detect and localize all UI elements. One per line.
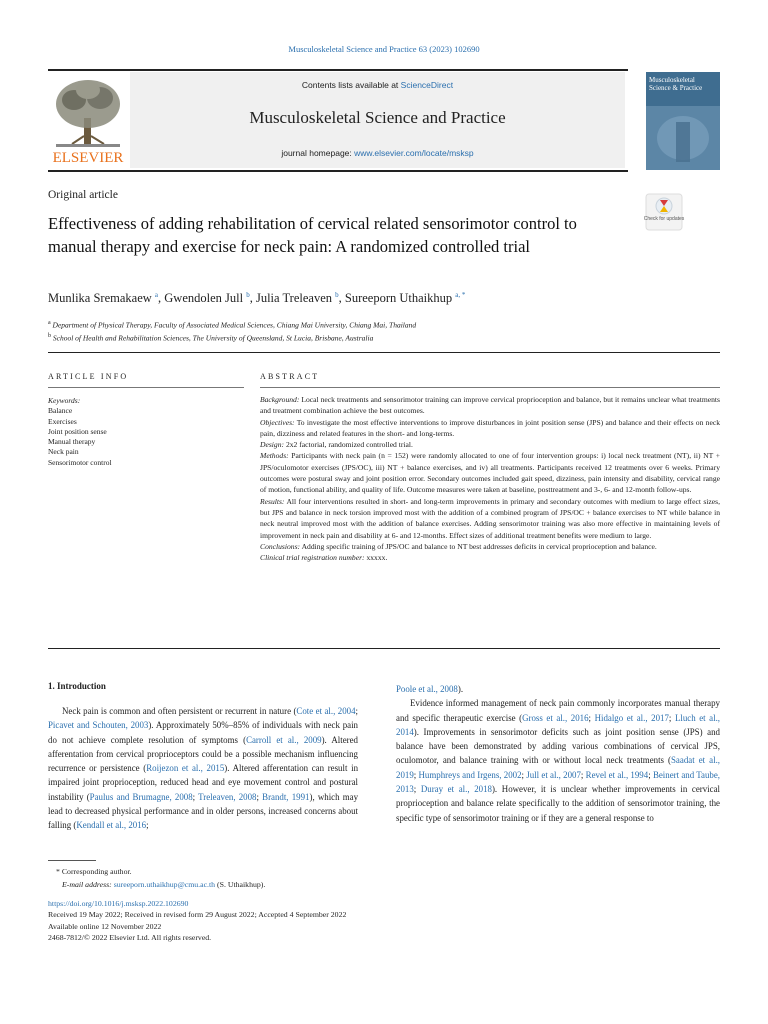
paper-title: Effectiveness of adding rehabilitation of cervical related sensorimotor control to manual therapy and exercise for neck pain: A randomized controlled trial <box>48 214 577 256</box>
affiliation-text: School of Health and Rehabilitation Sciences, The University of Queensland, St Lucia, Brisbane, Australia <box>52 333 374 342</box>
body-text: ). However, it is unclear whether improvements in cervical proprioception and balance relate specifically to the addition of sensorimotor training, the specific type of sensorimotor training or if they are a general response to <box>396 784 720 823</box>
abstract-section <box>260 417 720 440</box>
corresponding-author-note: * Corresponding author. <box>56 867 132 876</box>
crossmark-label: Check for updates <box>643 216 685 222</box>
body-text: ), which may lead to decreased physical performance and in older persons, increased concerns about falling ( <box>48 791 359 831</box>
publication-info <box>48 898 346 943</box>
cover-title: Musculoskeletal Science & Practice <box>649 76 703 92</box>
article-info-heading: ARTICLE INFO <box>48 372 129 381</box>
article-info-rule <box>48 387 244 388</box>
body-text: ; <box>192 791 199 802</box>
keywords-block <box>48 396 112 468</box>
abstract-section-label: Background: <box>260 395 300 404</box>
abstract-section <box>260 394 720 417</box>
journal-title: Musculoskeletal Science and Practice <box>249 108 506 127</box>
citation-link[interactable]: Carroll et al., 2009 <box>246 734 322 745</box>
email-suffix: (S. Uthaikhup). <box>215 880 266 889</box>
copyright-line: 2468-7812/© 2022 Elsevier Ltd. All rights reserved. <box>48 932 212 942</box>
citation-link[interactable]: Jull et al., 2007 <box>526 769 581 780</box>
keywords-label: Keywords: <box>48 396 81 405</box>
elsevier-wordmark: ELSEVIER <box>52 150 124 166</box>
abstract-section-label: Methods: <box>260 451 289 461</box>
email-label: E-mail address: <box>62 880 112 889</box>
abstract-section-text: Participants with neck pain (n = 152) were randomly allocated to one of four intervention groups: i) local neck treatment (NT), ii) NT + JPS/oculomotor exercises (JPS/OC), iii) NT + balance exercises, and iv) all treatments. Participants received 12 treatments over 6 weeks. Primary outcomes were postural sway and joint position error. Secondary outcomes included gait speed, dizziness, pain intensity and disability, cervical range of motion, functional ability, and quality of life. Outcome measures were taken at baseline, posttreatment and 3-, 6- and 12-month follow-ups. <box>260 451 720 495</box>
body-text: ; <box>648 769 653 780</box>
citation-link[interactable]: Revel et al., 1994 <box>585 769 649 780</box>
body-text: ). Altered afferentation from cervical proprioceptors could be a possible mechanism influencing recurrence or persistence ( <box>48 734 358 774</box>
crossmark-icon <box>643 194 685 230</box>
citation-link[interactable]: Brandt, 1991 <box>262 791 310 802</box>
affiliation-key: b <box>48 332 51 339</box>
abstract-section <box>260 450 720 495</box>
citation-link[interactable]: Duray et al., 2018 <box>420 784 492 795</box>
journal-homepage-link[interactable]: www.elsevier.com/locate/msksp <box>354 148 474 158</box>
journal-cover-image <box>646 72 720 170</box>
body-text: Evidence informed management of neck pain commonly incorporates manual therapy and specific therapeutic exercise ( <box>396 698 720 723</box>
author-list: Munlika Sremakaew $^a$, Gwendolen Jull $^b$, Julia Treleaven $^b$, Sureeporn Uthaikhup $^{a, *}$ <box>48 291 466 306</box>
citation-link[interactable]: Poole et al., 2008 <box>396 684 458 694</box>
intro-paragraph-1 <box>48 704 358 833</box>
intro-paragraph-1-continued <box>396 682 720 696</box>
article-type: Original article <box>48 189 118 201</box>
citation-link[interactable]: Gross et al., 2016 <box>522 712 589 723</box>
body-text: Neck pain is common and often persistent or recurrent in nature ( <box>62 706 297 716</box>
introduction-heading: 1. Introduction <box>48 681 106 691</box>
abstract-section <box>260 439 720 450</box>
abstract-bottom-rule <box>48 648 720 649</box>
author-name[interactable]: Munlika Sremakaew <box>48 291 152 306</box>
body-text: ; <box>256 791 263 802</box>
abstract-rule <box>260 387 720 388</box>
abstract-section-label: Design: <box>260 440 285 450</box>
contents-line <box>130 80 625 90</box>
abstract-section-label: Conclusions: <box>260 541 301 551</box>
keyword-list <box>48 406 112 468</box>
abstract-section-label: Objectives: <box>260 417 295 427</box>
abstract-section-text: Adding specific training of JPS/OC and balance to NT best addresses deficits in cervical proprioception and balance. <box>300 541 657 551</box>
citation-link[interactable]: Roijezon et al., 2015 <box>146 763 225 774</box>
abstract-section <box>260 552 720 563</box>
body-text: ). Improvements in sensorimotor deficits such as joint position sense (JPS) and balance have been demonstrated by adding various combinations of cervical JPS, oculomotor, and balance training with or without local neck treatments ( <box>396 726 720 766</box>
author-name[interactable]: Julia Treleaven <box>255 291 333 306</box>
contents-prefix: Contents lists available at <box>301 80 401 90</box>
body-text: ). <box>457 684 464 694</box>
author-affiliation-marker[interactable]: a, * <box>455 291 466 299</box>
abstract-section-text: xxxxx. <box>364 553 388 563</box>
keyword-item: Manual therapy <box>48 437 96 447</box>
citation-link[interactable]: Picavet and Schouten, 2003 <box>48 720 149 731</box>
keyword-item: Exercises <box>48 416 77 426</box>
citation-link[interactable]: Kendall et al., 2016 <box>76 820 147 831</box>
citation-link[interactable]: Paulus and Brumagne, 2008 <box>89 791 193 802</box>
homepage-prefix: journal homepage: <box>281 148 355 158</box>
doi-link[interactable]: https://doi.org/10.1016/j.msksp.2022.102690 <box>48 899 189 908</box>
abstract-section-label: Clinical trial registration number: <box>260 553 365 563</box>
email-note <box>48 878 265 891</box>
keyword-item: Balance <box>48 406 73 416</box>
intro-paragraph-2 <box>396 696 720 825</box>
author-name[interactable]: Sureeporn Uthaikhup <box>344 291 453 306</box>
keyword-item: Sensorimotor control <box>48 457 112 467</box>
affiliation-item <box>48 318 416 331</box>
header-rule-top <box>48 69 628 71</box>
homepage-line <box>130 148 625 158</box>
body-text: ; <box>146 820 149 831</box>
body-text: ; <box>588 712 595 723</box>
email-link[interactable]: sureeporn.uthaikhup@cmu.ac.th <box>113 880 216 889</box>
affiliation-text: Department of Physical Therapy, Faculty of Associated Medical Sciences, Chiang Mai University, Chiang Mai, Thailand <box>52 320 417 330</box>
body-text: ; <box>580 769 586 780</box>
citation-link[interactable]: Saadat et al., 2019 <box>396 755 721 780</box>
crossmark-badge[interactable] <box>643 194 685 230</box>
received-dates: Received 19 May 2022; Received in revised form 29 August 2022; Accepted 4 September 2022 <box>48 910 347 920</box>
author-affiliation-marker[interactable]: a <box>154 291 159 299</box>
abstract-section-label: Results: <box>260 496 285 506</box>
footnotes <box>48 865 265 891</box>
keyword-item: Joint position sense <box>48 426 107 436</box>
abstract-section <box>260 496 720 541</box>
author-affiliation-marker[interactable]: b <box>335 291 339 299</box>
body-column-right <box>396 682 720 825</box>
citation-link[interactable]: Lluch et al., 2014 <box>396 712 721 737</box>
citation-link[interactable]: Beinert and Taube, 2013 <box>396 769 721 795</box>
author-affiliation-marker[interactable]: b <box>246 291 250 299</box>
abstract-section <box>260 541 720 552</box>
abstract-body <box>260 394 720 563</box>
body-column-left <box>48 704 358 833</box>
journal-citation-link[interactable]: Musculoskeletal Science and Practice 63 (2023) 102690 <box>288 44 480 54</box>
body-text: ). Altered afferentation can result in impaired joint proprioception, reduced head and eye movement control and postural instability ( <box>48 763 359 802</box>
header-rule-bottom <box>48 170 628 172</box>
author-name[interactable]: Gwendolen Jull <box>164 291 244 306</box>
online-date: Available online 12 November 2022 <box>48 921 162 931</box>
affiliation-item <box>48 331 416 344</box>
abstract-section-text: 2x2 factorial, randomized controlled trial. <box>284 440 413 450</box>
affiliation-rule <box>48 352 720 353</box>
abstract-section-text: All four interventions resulted in short- and long-term improvements in primary and secondary outcomes with medium to large effect sizes, but JPS and balance in neck torsion improved most with the addition of a combined program of JPS/OC + balance exercises to NT while balance in neck neutral improved most with the addition of balance exercises. Adding sensorimotor training was also more effective in maintaining levels of improvement in neck pain and disability at 6- and 12-months. Effect sizes of additional treatment benefits were medium to large. <box>260 496 720 540</box>
keyword-item: Neck pain <box>48 447 79 457</box>
journal-cover[interactable] <box>646 72 720 170</box>
abstract-section-text: Local neck treatments and sensorimotor training can improve cervical proprioception and balance, but it remains unclear what treatments and treatment combination achieve the best outcomes. <box>260 395 720 416</box>
body-text: ; <box>668 712 675 723</box>
body-text: ; <box>355 706 358 716</box>
abstract-heading: ABSTRACT <box>260 372 320 381</box>
affiliation-key: a <box>48 320 51 326</box>
affiliations <box>48 318 416 343</box>
body-text: ; <box>413 784 421 795</box>
citation-link[interactable]: Treleaven, 2008 <box>198 791 257 802</box>
abstract-section-text: To investigate the most effective interventions to improve disturbances in joint position sense (JPS) and balance and their effects on neck pain, dizziness and related features in the short- and long-terms. <box>260 417 720 438</box>
body-text: ; <box>413 769 419 780</box>
citation-link[interactable]: Hidalgo et al., 2017 <box>594 712 669 723</box>
body-text: ). Approximately 50%–85% of individuals with neck pain do not achieve complete resolution of symptoms ( <box>48 720 358 745</box>
elsevier-logo <box>48 74 128 166</box>
sciencedirect-link[interactable]: ScienceDirect <box>400 80 454 90</box>
footnote-rule <box>48 860 96 861</box>
citation-link[interactable]: Cote et al., 2004 <box>296 706 356 716</box>
citation-link[interactable]: Humphreys and Irgens, 2002 <box>418 769 522 780</box>
body-text: ; <box>521 769 527 780</box>
elsevier-tree-icon <box>48 74 128 166</box>
